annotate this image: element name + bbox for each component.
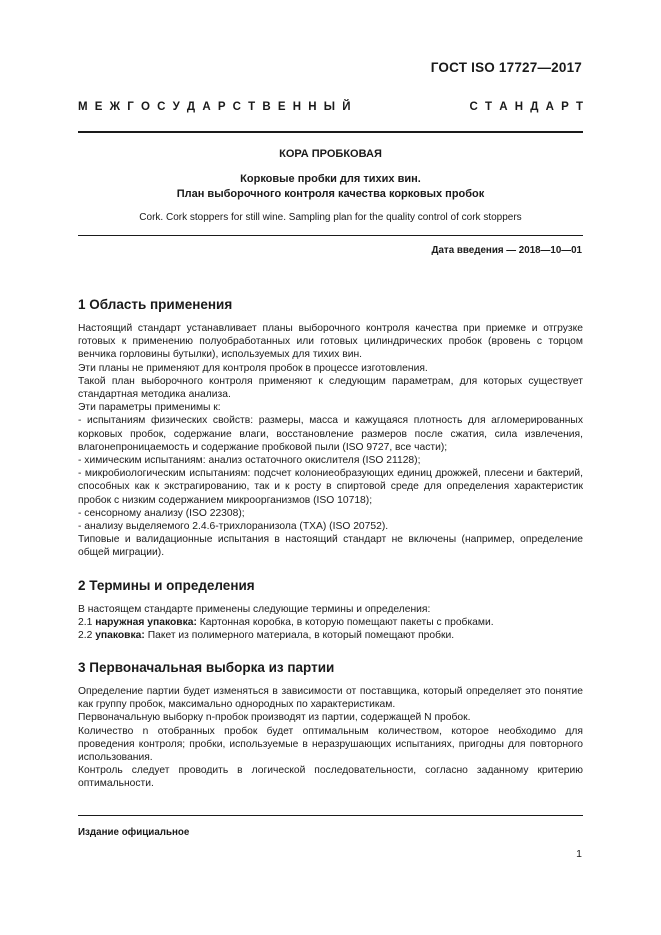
- term-definition: [78, 616, 583, 629]
- section-1-body: [78, 322, 583, 560]
- term-number: 2.1: [78, 617, 93, 629]
- introduction-date: Дата введения — 2018—10—01: [431, 245, 582, 256]
- section-1-list-item: - микробиологическим испытаниям: подсчет колониеобразующих единиц дрожжей, плесени и бактерий, способных как к экстрагированию, так и к росту в спиртовой среде для определения характеристик пробок с низким содержанием микроорганизмов (ISO 10718);: [78, 468, 583, 506]
- section-2-paragraph: В настоящем стандарте применены следующие термины и определения:: [78, 604, 431, 615]
- section-1-list-item: - химическим испытаниям: анализ остаточного окислителя (ISO 21128);: [78, 455, 421, 467]
- english-title: Cork. Cork stoppers for still wine. Sampling plan for the quality control of cork stoppers: [139, 212, 522, 223]
- title-rule: [78, 235, 583, 236]
- section-1-paragraph: Такой план выборочного контроля применяют к следующим параметрам, для которых существует стандартная методика анализа.: [78, 375, 583, 401]
- term-definition: [78, 629, 583, 642]
- section-2-body: [78, 603, 583, 643]
- section-1-paragraph: Эти параметры применимы к:: [78, 402, 221, 414]
- section-1-paragraph: Эти планы не применяют для контроля пробок в процессе изготовления.: [78, 362, 428, 374]
- term-text: Картонная коробка, в которую помещают пакеты с пробками.: [199, 617, 494, 629]
- section-2-heading: 2 Термины и определения: [78, 578, 255, 593]
- standard-title: КОРА ПРОБКОВАЯ: [279, 148, 382, 160]
- standard-code: ГОСТ ISO 17727—2017: [430, 60, 582, 75]
- header-rule: [78, 131, 583, 133]
- section-1-heading: 1 Область применения: [78, 297, 233, 312]
- section-1-paragraph: Настоящий стандарт устанавливает планы выборочного контроля качества при приемке и отгрузке готовых к применению полуобработанных или готовых цилиндрических пробок (вровень с торцом венчика горловины бутылки), используемых для тихих вин.: [78, 323, 583, 361]
- page-number: 1: [576, 848, 582, 860]
- section-1-list-item: - анализу выделяемого 2.4.6-трихлоранизола (ТХА) (ISO 20752).: [78, 521, 389, 533]
- section-3-body: [78, 685, 583, 791]
- official-edition-label: Издание официальное: [78, 827, 190, 838]
- standard-subtitle: [78, 172, 583, 202]
- section-3-paragraph: Первоначальную выборку n-пробок производят из партии, содержащей N пробок.: [78, 712, 471, 724]
- section-3-paragraph: Контроль следует проводить в логической последовательности, согласно заданному критерию оптимальности.: [78, 765, 583, 790]
- footer-rule: [78, 815, 583, 816]
- term-text: Пакет из полимерного материала, в который помещают пробки.: [147, 630, 455, 642]
- subtitle-line-2: План выборочного контроля качества корковых пробок: [176, 188, 485, 200]
- term-name: наружная упаковка:: [95, 617, 197, 629]
- subtitle-line-1: Корковые пробки для тихих вин.: [240, 173, 421, 185]
- interstate-standard-banner: [78, 101, 583, 113]
- section-3-paragraph: Количество n отобранных пробок будет оптимальным количеством, которое необходимо для проведения контроля; пробки, используемые в неразрушающих испытаниях, пригодны для повторного использования.: [78, 725, 583, 764]
- banner-word-standard: С Т А Н Д А Р Т: [469, 101, 583, 113]
- section-3-heading: 3 Первоначальная выборка из партии: [78, 660, 335, 675]
- section-1-paragraph: Типовые и валидационные испытания в настоящий стандарт не включены (например, определение общей миграции).: [78, 534, 583, 559]
- section-1-list-item: - испытаниям физических свойств: размеры, масса и кажущаяся плотность для агломерированных корковых пробок, содержание влаги, восстановление размеров после сжатия, сила извлечения, влагонепроницаемость и содержание пробковой пыли (ISO 9727, все части);: [78, 415, 583, 453]
- banner-word-interstate: М Е Ж Г О С У Д А Р С Т В Е Н Н Ы Й: [78, 101, 351, 113]
- section-3-paragraph: Определение партии будет изменяться в зависимости от поставщика, который определяет это понятие как группу пробок, максимально однородных по характеристикам.: [78, 686, 583, 711]
- term-number: 2.2: [78, 630, 93, 642]
- section-1-list-item: - сенсорному анализу (ISO 22308);: [78, 507, 245, 519]
- term-name: упаковка:: [95, 630, 145, 642]
